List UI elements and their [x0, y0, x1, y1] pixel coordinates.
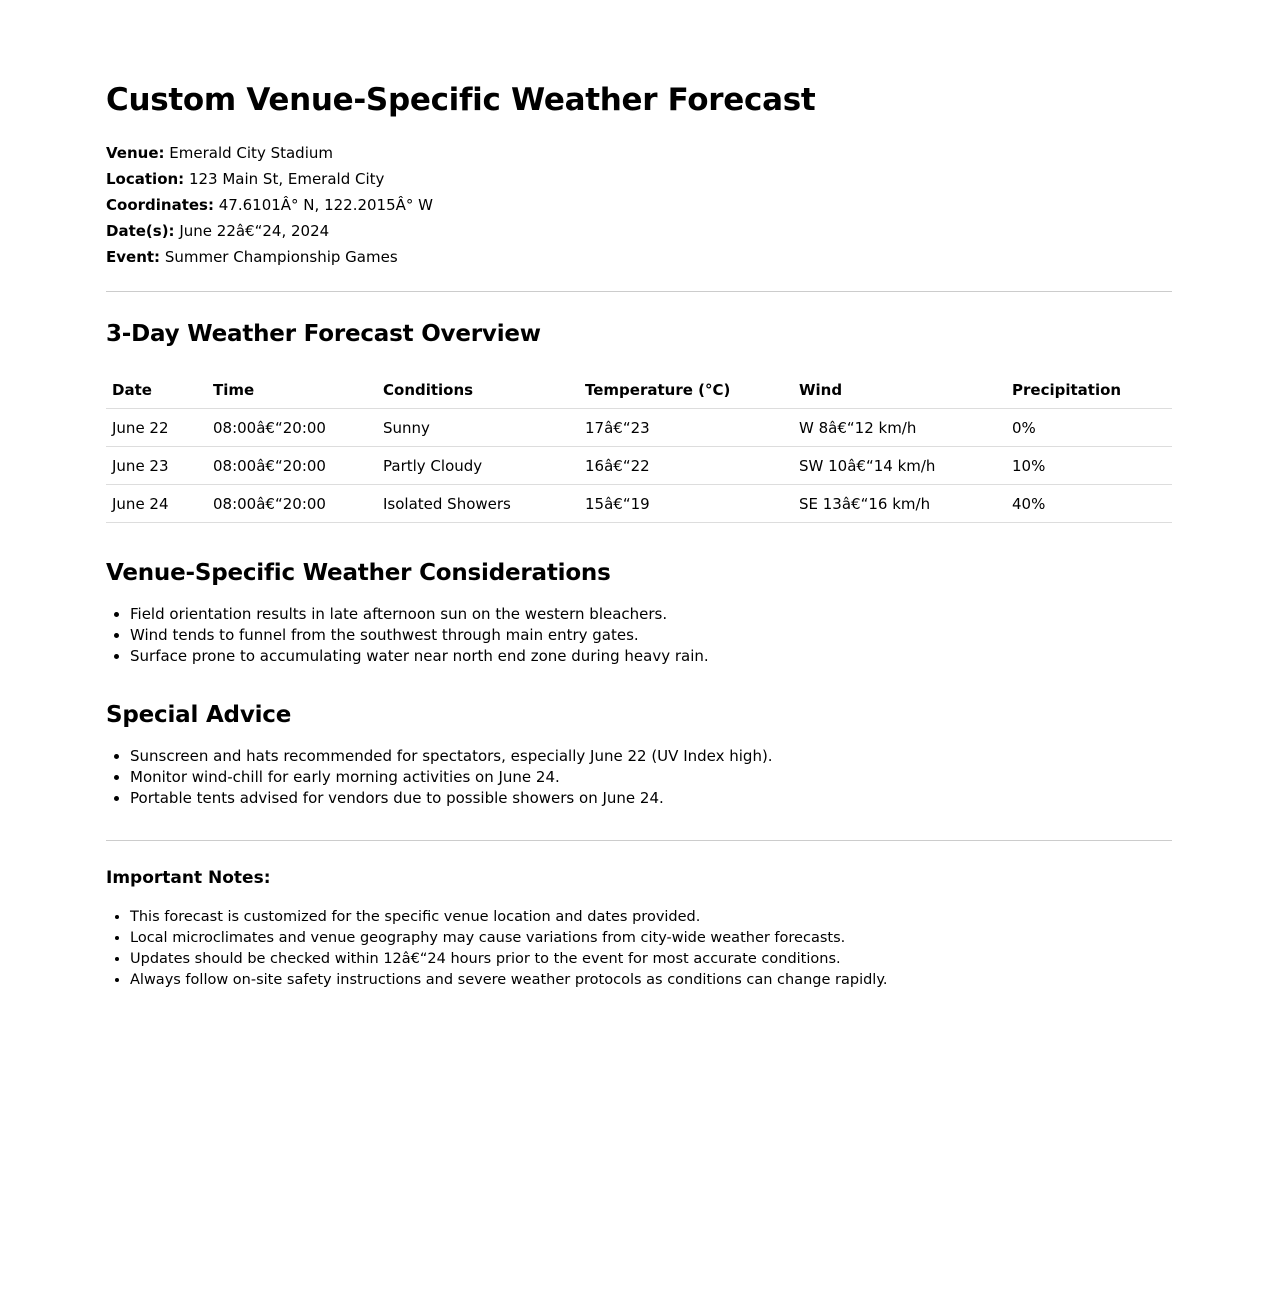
- list-item: • Updates should be checked within 12â€“24 hours prior to the event for most accurate conditions.: [130, 949, 1172, 970]
- cell-time: 08:00â€“20:00: [207, 485, 377, 523]
- meta-key: Event:: [106, 248, 161, 266]
- column-header-temperature: Temperature (°C): [579, 372, 793, 409]
- meta-dates: [106, 218, 1172, 244]
- page-title: Custom Venue-Specific Weather Forecast: [106, 82, 816, 118]
- cell-wind: W 8â€“12 km/h: [793, 409, 1006, 447]
- meta-value: 47.6101Â° N, 122.2015Â° W: [218, 196, 433, 214]
- column-header-wind: Wind: [793, 372, 1006, 409]
- list-item: • Portable tents advised for vendors due to possible showers on June 24.: [130, 788, 1172, 809]
- meta-value: Emerald City Stadium: [169, 144, 333, 162]
- column-header-precipitation: Precipitation: [1006, 372, 1172, 409]
- cell-wind: SE 13â€“16 km/h: [793, 485, 1006, 523]
- column-header-conditions: Conditions: [377, 372, 579, 409]
- meta-value: June 22â€“24, 2024: [179, 222, 330, 240]
- meta-event: [106, 244, 1172, 270]
- considerations-list: [106, 604, 1172, 667]
- cell-temperature: 15â€“19: [579, 485, 793, 523]
- cell-temperature: 17â€“23: [579, 409, 793, 447]
- table-row: [106, 485, 1172, 523]
- meta-coordinates: [106, 192, 1172, 218]
- cell-date: June 24: [106, 485, 207, 523]
- section-divider: [106, 291, 1172, 292]
- cell-conditions: Isolated Showers: [377, 485, 579, 523]
- column-header-time: Time: [207, 372, 377, 409]
- cell-temperature: 16â€“22: [579, 447, 793, 485]
- list-item: • Always follow on-site safety instructions and severe weather protocols as conditions can change rapidly.: [130, 970, 1172, 991]
- forecast-heading: 3-Day Weather Forecast Overview: [106, 321, 541, 347]
- table-header-row: [106, 372, 1172, 409]
- table-row: [106, 409, 1172, 447]
- notes-list: [106, 907, 1172, 991]
- considerations-heading: Venue-Specific Weather Considerations: [106, 560, 611, 586]
- cell-conditions: Partly Cloudy: [377, 447, 579, 485]
- advice-list: [106, 746, 1172, 809]
- cell-date: June 23: [106, 447, 207, 485]
- meta-key: Coordinates:: [106, 196, 214, 214]
- table-row: [106, 447, 1172, 485]
- cell-precipitation: 10%: [1006, 447, 1172, 485]
- notes-heading: Important Notes:: [106, 868, 271, 888]
- list-item: • Local microclimates and venue geography may cause variations from city-wide weather forecasts.: [130, 928, 1172, 949]
- meta-key: Location:: [106, 170, 185, 188]
- meta-value: 123 Main St, Emerald City: [188, 170, 385, 188]
- list-item: • Monitor wind-chill for early morning activities on June 24.: [130, 767, 1172, 788]
- cell-conditions: Sunny: [377, 409, 579, 447]
- cell-date: June 22: [106, 409, 207, 447]
- cell-precipitation: 0%: [1006, 409, 1172, 447]
- section-divider: [106, 840, 1172, 841]
- column-header-date: Date: [106, 372, 207, 409]
- forecast-table: [106, 372, 1172, 523]
- meta-value: Summer Championship Games: [164, 248, 398, 266]
- cell-precipitation: 40%: [1006, 485, 1172, 523]
- list-item: • Surface prone to accumulating water near north end zone during heavy rain.: [130, 646, 1172, 667]
- meta-venue: [106, 140, 1172, 166]
- cell-time: 08:00â€“20:00: [207, 447, 377, 485]
- list-item: • Sunscreen and hats recommended for spectators, especially June 22 (UV Index high).: [130, 746, 1172, 767]
- meta-key: Venue:: [106, 144, 165, 162]
- cell-time: 08:00â€“20:00: [207, 409, 377, 447]
- list-item: • Field orientation results in late afternoon sun on the western bleachers.: [130, 604, 1172, 625]
- venue-meta: [106, 140, 1172, 270]
- meta-key: Date(s):: [106, 222, 175, 240]
- advice-heading: Special Advice: [106, 702, 292, 728]
- list-item: • Wind tends to funnel from the southwest through main entry gates.: [130, 625, 1172, 646]
- cell-wind: SW 10â€“14 km/h: [793, 447, 1006, 485]
- meta-location: [106, 166, 1172, 192]
- list-item: • This forecast is customized for the specific venue location and dates provided.: [130, 907, 1172, 928]
